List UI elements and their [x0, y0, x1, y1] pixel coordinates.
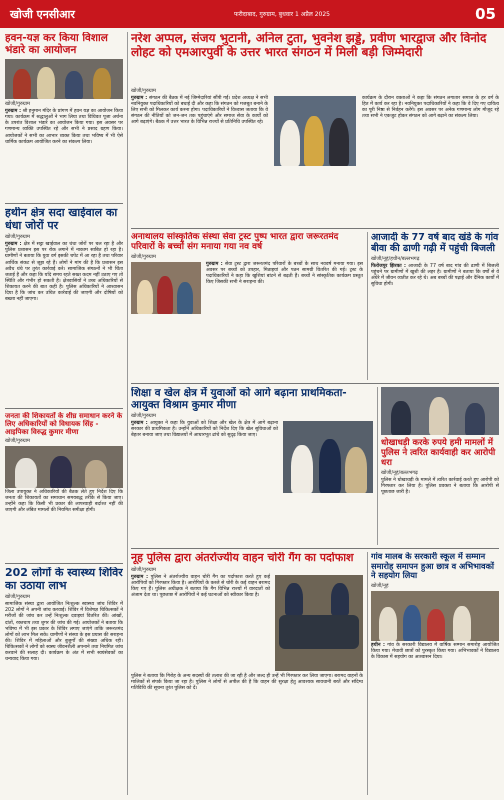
newspaper-name: खोजी एनसीआर: [10, 7, 75, 21]
article-body: फिरोजपुर झिरका : आजादी के 77 वर्ष बाद गांव की ढाणी में बिजली पहुंचने पर ग्रामीणों में खुशी की लहर है। ग्रामीणों ने बताया कि वर्षों से वे अंधेरे में जीवन व्यतीत कर रहे थे। अब बच्चों की पढ़ाई और दैनिक कार्यों में सुविधा होगी।: [371, 264, 499, 288]
headline: नूह पुलिस द्वारा अंतर्राज्यीय वाहन चोरी गैंग का पर्दाफाश: [131, 552, 354, 564]
headline: 202 लोगों के स्वास्थ्य शिविर का उठाया लाभ: [5, 567, 123, 592]
story-photo: [274, 96, 356, 166]
article-body: गुरुग्राम : क्षेत्र में सट्टा खाईवाल का धंधा जोरों पर चल रहा है और पुलिस प्रशासन इस पर रोक लगाने में नाकाम साबित हो रहा है। ग्रामीणों ने बताया कि युवा वर्ग इसकी चपेट में आ रहा है तथा परिवार आर्थिक संकट से जूझ रहे हैं। लोगों ने मांग की है कि प्रशासन इस अवैध धंधे पर तुरंत कार्रवाई करे। सामाजिक संगठनों ने भी चिंता जताई है और कहा कि यदि समय रहते सख्त कदम नहीं उठाए गए तो स्थिति और गंभीर हो सकती है। क्षेत्रवासियों ने उच्च अधिकारियों से शिकायत करने की बात कही है। पुलिस अधिकारियों ने आश्वासन दिया है कि जांच कर उचित कार्रवाई की जाएगी और दोषियों को बख्शा नहीं जाएगा।: [5, 242, 123, 303]
headline: नरेश अप्पल, संजय भुटानी, अनिल टुता, भुवनेश झड्डे, प्रवीण भारद्वाज और विनोद लोहट को एमआरपुर्वी के उत्तर भारत संगठन में मिली बड़ी जिम्मेदारी: [131, 32, 487, 59]
headline: जनता की शिकायतों के शीघ्र समाधान करने के लिए अधिकारियों को विधायक सिंह - आइपिका विरुद्ध कुमार मीणा: [5, 412, 123, 437]
story-new-year: [131, 232, 363, 382]
byline: खोजी/गुरुग्राम: [131, 413, 156, 419]
story-havan: [5, 32, 123, 202]
story-public-grievance: [5, 412, 123, 562]
article-body: गुरुग्राम : संगठन की बैठक में नई जिम्मेदारियां सौंपी गईं। प्रदेश अध्यक्ष ने सभी नवनियुक्त पदाधिकारियों को बधाई दी और कहा कि संगठन को मजबूत बनाने के लिए सभी को मिलकर कार्य करना होगा। पदाधिकारियों ने विश्वास जताया कि वे संगठन की नीतियों को जन-जन तक पहुंचाएंगे और समाज सेवा के कार्यों को आगे बढ़ाएंगे। बैठक में उत्तर भारत के विभिन्न राज्यों से प्रतिनिधि उपस्थित रहे।: [131, 96, 268, 126]
story-vehicle-theft: [131, 552, 363, 795]
byline: खोजी/गुरुग्राम: [5, 101, 30, 108]
story-photo: [131, 262, 201, 314]
headline: शिक्षा व खेल क्षेत्र में युवाओं को आगे बढ़ाना प्राथमिकता-आयुक्त विश्राम कुमार मीणा: [131, 387, 347, 411]
headline: अनाथालय सांस्कृतिक संस्था सेवा ट्रस्ट पुष्प भारत द्वारा जरूरतमंद परिवारों के बच्चों संग मनाया गया नव वर्ष: [131, 232, 339, 252]
masthead: [0, 0, 504, 28]
article-body: पुलिस ने धोखाधड़ी के मामले में त्वरित कार्रवाई करते हुए आरोपी को गिरफ्तार कर लिया है। पुलिस प्रवक्ता ने बताया कि आरोपी से पूछताछ जारी है।: [381, 478, 499, 496]
story-electricity: [371, 232, 499, 382]
headline: गांव मालब के सरकारी स्कूल में सम्मान समारोह समापन हुआ छात्र व अभिभावकों ने सहयोग लिया: [371, 552, 494, 581]
story-fraud-arrest: [381, 387, 499, 547]
story-photo: [275, 575, 363, 671]
article-body: गुरुग्राम : श्री हनुमान मंदिर के प्रांगण में हवन यज्ञ का आयोजन किया गया। कार्यक्रम में श्रद्धालुओं ने भाग लिया तथा विधिवत पूजा अर्चना के उपरांत विशाल भंडारे का आयोजन किया गया। इस अवसर पर गणमान्य व्यक्ति उपस्थित रहे और सभी ने प्रसाद ग्रहण किया। आयोजकों ने सभी का आभार व्यक्त किया तथा भविष्य में भी ऐसे धार्मिक कार्यक्रम आयोजित करने का संकल्प लिया।: [5, 109, 123, 145]
masthead-dateline: फरीदाबाद, गुरुग्राम, बुधवार 1 अप्रैल 2025: [234, 11, 330, 18]
byline: खोजी/गुरुग्राम: [5, 594, 30, 601]
byline: खोजी/गुरुग्राम: [5, 234, 30, 241]
story-lead-banner: [131, 32, 499, 84]
article-body-cont: कार्यक्रम के दौरान वक्ताओं ने कहा कि संगठन लगातार समाज के हर वर्ग के हित में कार्य कर रहा है। नवनियुक्त पदाधिकारियों ने कहा कि वे दिए गए दायित्व का पूरी निष्ठा से निर्वहन करेंगे। इस अवसर पर अनेक गणमान्य लोग मौजूद रहे तथा सभी ने एकजुट होकर संगठन को आगे बढ़ाने का संकल्प लिया।: [362, 96, 499, 120]
headline: हवन-यज्ञ कर किया विशाल भंडारे का आयोजन: [5, 32, 108, 57]
byline: खोजी/नूहं/बल्लभगढ़: [381, 470, 418, 476]
story-education-sports: [131, 387, 373, 547]
story-lead-body: [131, 86, 499, 226]
story-photo: [5, 59, 123, 99]
article-body: जिला उपायुक्त ने अधिकारियों की बैठक लेते हुए निर्देश दिए कि जनता की शिकायतों का समाधान समयबद्ध तरीके से किया जाए। उन्होंने कहा कि किसी भी प्रकार की लापरवाही बर्दाश्त नहीं की जाएगी और लंबित मामलों की नियमित समीक्षा होगी।: [5, 490, 123, 514]
article-body: हथीन : गांव के सरकारी विद्यालय में वार्षिक सम्मान समारोह आयोजित किया गया। मेधावी छात्रों को पुरस्कृत किया गया। अभिभावकों ने विद्यालय के विकास में सहयोग का आश्वासन दिया।: [371, 642, 499, 660]
article-body: सामाजिक संस्था द्वारा आयोजित निःशुल्क स्वास्थ्य जांच शिविर में 202 लोगों ने अपनी जांच करवाई। शिविर में विशेषज्ञ चिकित्सकों ने मरीजों की जांच कर उन्हें निःशुल्क दवाइयां वितरित कीं। आंखों, दांतों, रक्तचाप तथा शुगर की जांच की गई। आयोजकों ने बताया कि भविष्य में भी इस प्रकार के शिविर लगाए जाएंगे ताकि जरूरतमंद लोगों को लाभ मिल सके। ग्रामीणों ने संस्था के इस प्रयास की सराहना की। शिविर में महिलाओं और बुजुर्गों की संख्या अधिक रही। चिकित्सकों ने लोगों को स्वस्थ जीवनशैली अपनाने तथा नियमित जांच करवाने की सलाह दी। कार्यक्रम के अंत में सभी स्वयंसेवकों का धन्यवाद किया गया।: [5, 602, 123, 663]
byline: खोजी/गुरुग्राम: [131, 254, 156, 260]
story-photo: [283, 421, 373, 493]
story-photo: [5, 446, 123, 488]
headline: हथीन क्षेत्र सदा खाईवाल का धंधा जोरों पर: [5, 207, 118, 232]
headline: आजादी के 77 वर्ष बाद खंडे के गांव बीवा की ढाणी गढ़ी में पहुंची बिजली: [371, 232, 499, 254]
page-number: 05: [475, 5, 496, 23]
article-body: गुरुग्राम : आयुक्त ने कहा कि युवाओं को शिक्षा और खेल के क्षेत्र में आगे बढ़ाना सरकार की प्राथमिकता है। उन्होंने अधिकारियों को निर्देश दिए कि खेल सुविधाओं को बेहतर बनाया जाए तथा विद्यालयों में आधारभूत ढांचे को सुदृढ़ किया जाए।: [131, 421, 278, 439]
article-body-cont: पुलिस ने बताया कि गिरोह के अन्य सदस्यों की तलाश की जा रही है और जल्द ही उन्हें भी गिरफ्तार कर लिया जाएगा। बरामद वाहनों के मालिकों से संपर्क किया जा रहा है। पुलिस ने लोगों से अपील की है कि वाहन की सुरक्षा हेतु आवश्यक सावधानी बरतें और संदिग्ध गतिविधि की सूचना तुरंत पुलिस को दें।: [131, 673, 363, 691]
story-school-ceremony: [371, 552, 499, 795]
story-health-camp: [5, 567, 123, 795]
byline: खोजी/गुरुग्राम: [131, 566, 156, 573]
byline: खोजी/गुरुग्राम: [5, 438, 30, 445]
article-body: गुरुग्राम : पुलिस ने अंतर्राज्यीय वाहन चोरी गैंग का पर्दाफाश करते हुए कई आरोपियों को गिरफ्तार किया है। आरोपियों के कब्जे से चोरी के कई वाहन बरामद किए गए हैं। पुलिस अधीक्षक ने बताया कि गैंग विभिन्न राज्यों में वारदातों को अंजाम देता था। पूछताछ में आरोपियों ने कई घटनाओं को स्वीकार किया है।: [131, 574, 270, 598]
story-hathin: [5, 207, 123, 407]
article-body: गुरुग्राम : सेवा ट्रस्ट द्वारा जरूरतमंद परिवारों के बच्चों के साथ नववर्ष मनाया गया। इस अवसर पर बच्चों को उपहार, मिठाइयां और पठन सामग्री वितरित की गई। ट्रस्ट के पदाधिकारियों ने कहा कि खुशियां बांटने से बढ़ती हैं। बच्चों ने सांस्कृतिक कार्यक्रम प्रस्तुत किए जिसकी सभी ने सराहना की।: [206, 262, 363, 286]
byline: खोजी/नूहं: [371, 582, 389, 589]
story-photo: [381, 387, 499, 435]
story-photo: [371, 591, 499, 641]
headline: धोखाधड़ी करके रुपये हमी मामलों में पुलिस ने त्वरित कार्यवाही कर आरोपी धरा: [381, 438, 496, 468]
byline: खोजी/नूहं/हथीन/बल्लभगढ़: [371, 256, 420, 262]
byline: खोजी/गुरुग्राम: [131, 88, 156, 94]
